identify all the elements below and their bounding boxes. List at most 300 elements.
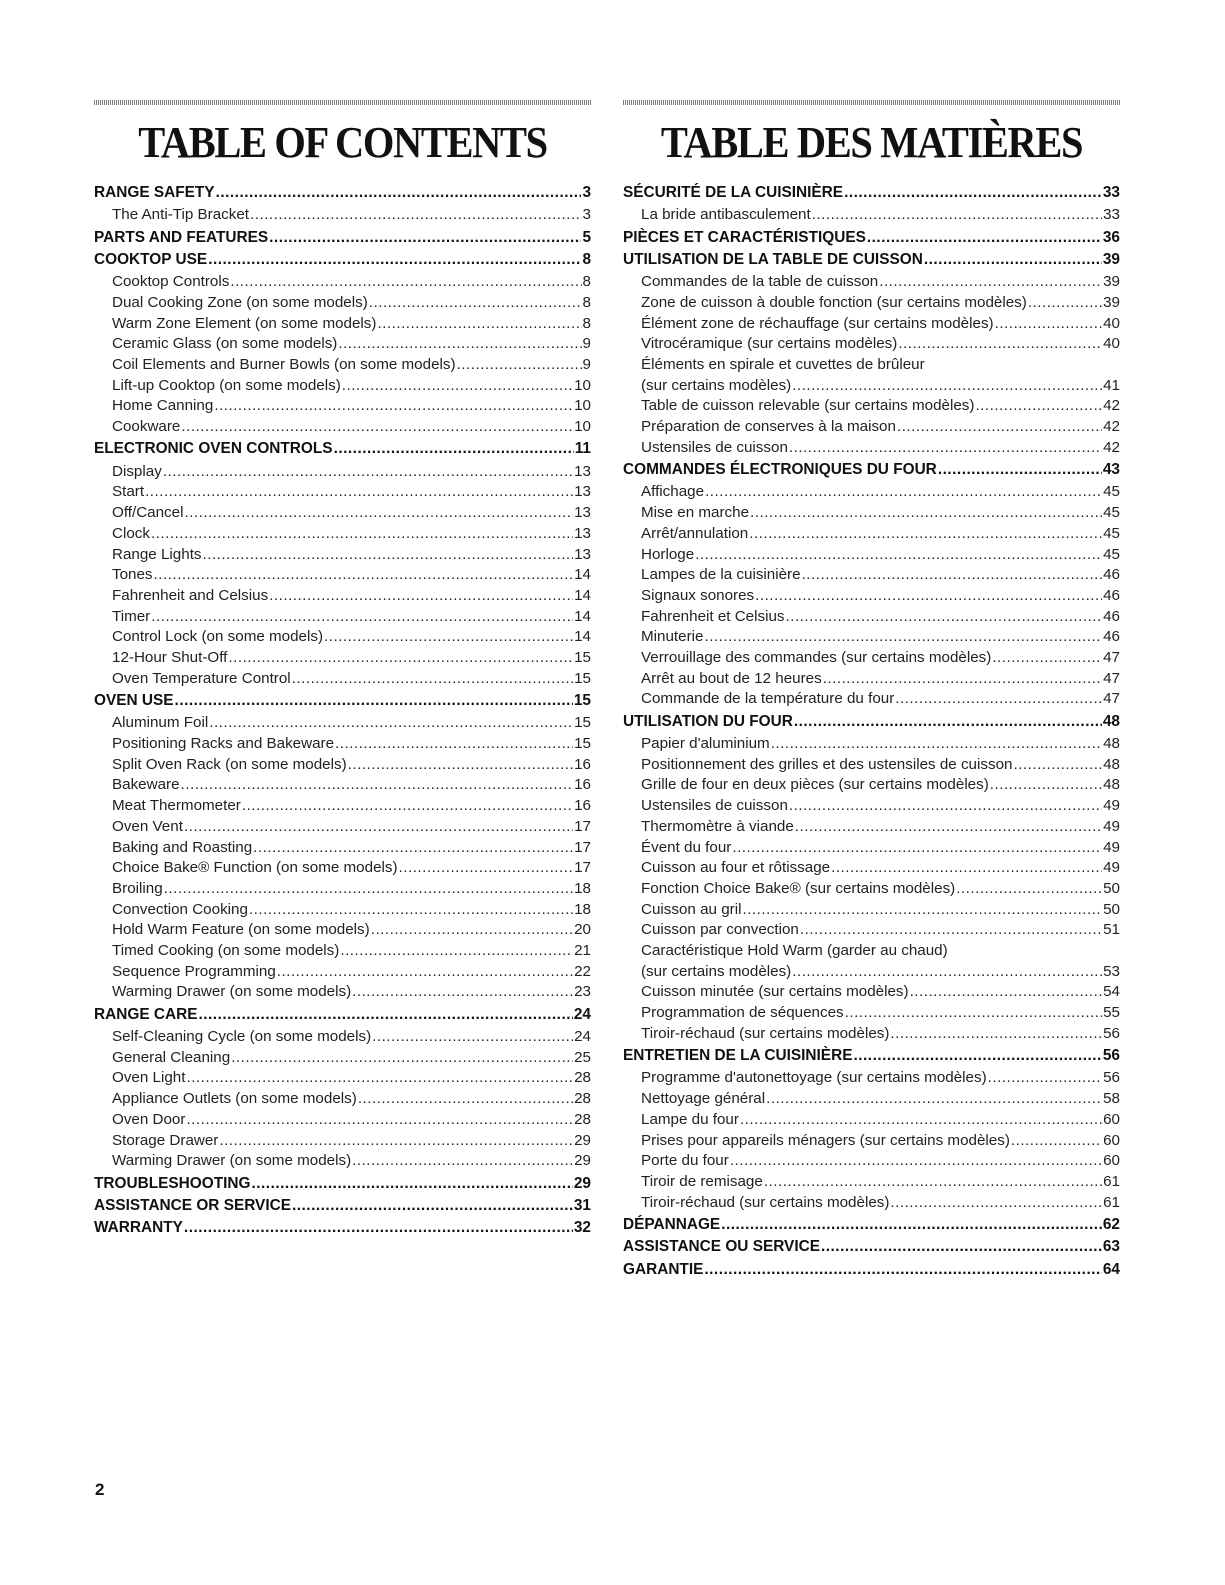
page-title: TABLE OF CONTENTS	[138, 118, 547, 167]
dot-leader	[853, 1046, 1101, 1067]
toc-subsection-entry	[94, 205, 591, 226]
toc-subsection-entry	[623, 334, 1120, 355]
toc-page-number: 60	[1103, 1152, 1120, 1170]
toc-subsection-entry	[623, 396, 1120, 417]
toc-subsection-entry	[94, 417, 591, 438]
toc-entry-title: ELECTRONIC OVEN CONTROLS	[94, 440, 333, 458]
toc-page-number: 43	[1102, 461, 1120, 479]
toc-entry-title: Control Lock (on some models)	[112, 628, 324, 646]
toc-entry-title: COOKTOP USE	[94, 250, 208, 268]
dot-leader	[766, 1089, 1102, 1110]
toc-list	[623, 183, 1120, 1280]
toc-page-number: 51	[1103, 921, 1120, 939]
toc-page-number: 14	[574, 586, 591, 604]
toc-subsection-entry	[623, 900, 1120, 921]
toc-entry-title: Sequence Programming	[112, 962, 276, 980]
toc-entry-title: Ustensiles de cuisson	[641, 438, 788, 456]
toc-page-number: 9	[582, 335, 591, 353]
toc-subsection-entry	[623, 482, 1120, 503]
toc-entry-title: UTILISATION DU FOUR	[623, 712, 793, 730]
dot-leader	[340, 941, 573, 962]
toc-page-number: 50	[1103, 900, 1120, 918]
toc-entry-title: Cuisson minutée (sur certains modèles)	[641, 983, 909, 1001]
toc-entry-title: Meat Thermometer	[112, 797, 241, 815]
dot-leader	[251, 1174, 572, 1195]
dot-leader	[186, 1068, 573, 1089]
toc-subsection-entry	[94, 775, 591, 796]
toc-entry-title: The Anti-Tip Bracket	[112, 206, 250, 224]
toc-page-number: 39	[1103, 293, 1120, 311]
toc-page-number: 14	[574, 628, 591, 646]
toc-entry-title: Caractéristique Hold Warm (garder au chaud)	[641, 942, 948, 960]
toc-entry-title: Baking and Roasting	[112, 838, 253, 856]
dot-leader	[371, 920, 573, 941]
toc-subsection-entry	[94, 314, 591, 335]
dot-leader	[742, 900, 1102, 921]
toc-subsection-entry	[94, 1048, 591, 1069]
toc-subsection-entry	[94, 1110, 591, 1131]
toc-page-number: 29	[574, 1131, 591, 1149]
toc-entry-title: Coil Elements and Burner Bowls (on some models)	[112, 356, 456, 373]
toc-entry-title: Appliance Outlets (on some models)	[112, 1090, 357, 1108]
toc-entry-title: DÉPANNAGE	[623, 1215, 721, 1233]
toc-entry-title: Tiroir-réchaud (sur certains modèles)	[641, 1024, 890, 1042]
toc-page-number: 49	[1103, 797, 1120, 815]
toc-page-number: 36	[1102, 228, 1120, 246]
toc-section-entry	[623, 1237, 1120, 1258]
toc-entry-title: Display	[112, 462, 162, 480]
toc-page-number: 14	[574, 607, 591, 625]
toc-page-number: 45	[1103, 504, 1120, 522]
toc-page-number: 61	[1103, 1193, 1120, 1211]
toc-subsection-entry	[94, 565, 591, 586]
dot-leader	[228, 648, 573, 669]
toc-subsection-entry	[94, 962, 591, 983]
toc-entry-title: Nettoyage général	[641, 1090, 766, 1108]
toc-subsection-entry	[94, 524, 591, 545]
toc-section-entry	[94, 1218, 591, 1239]
toc-entry-title: OVEN USE	[94, 692, 174, 710]
toc-subsection-entry	[94, 755, 591, 776]
toc-subsection-entry	[623, 355, 1120, 396]
dot-leader	[898, 334, 1102, 355]
toc-subsection-entry	[623, 205, 1120, 226]
dot-leader	[348, 755, 573, 776]
toc-subsection-entry	[94, 396, 591, 417]
toc-entry-title: Aluminum Foil	[112, 714, 209, 732]
dot-leader	[844, 183, 1102, 204]
header-rule	[94, 100, 591, 105]
dot-leader	[399, 858, 574, 879]
toc-page-number: 3	[582, 184, 591, 201]
dot-leader	[250, 205, 582, 226]
toc-subsection-entry	[623, 293, 1120, 314]
toc-entry-title: Self-Cleaning Cycle (on some models)	[112, 1028, 372, 1046]
dot-leader	[789, 438, 1102, 459]
dot-leader	[369, 293, 582, 314]
toc-section-entry	[94, 1005, 591, 1026]
toc-page-number: 18	[574, 879, 591, 897]
header-rule	[623, 100, 1120, 105]
toc-page-number: 11	[574, 440, 591, 458]
toc-section-entry	[623, 183, 1120, 204]
toc-subsection-entry	[623, 879, 1120, 900]
dot-leader	[334, 439, 574, 460]
dot-leader	[795, 817, 1102, 838]
toc-entry-title: Prises pour appareils ménagers (sur certains modèles)	[641, 1131, 1010, 1149]
dot-leader	[175, 691, 573, 712]
dot-leader	[324, 627, 573, 648]
toc-page-number: 28	[574, 1110, 591, 1128]
toc-subsection-entry	[623, 775, 1120, 796]
toc-subsection-entry	[623, 1089, 1120, 1110]
toc-subsection-entry	[623, 586, 1120, 607]
dot-leader	[695, 545, 1102, 566]
dot-leader	[277, 962, 573, 983]
toc-entry-title: SÉCURITÉ DE LA CUISINIÈRE	[623, 184, 844, 201]
toc-entry-title: Warming Drawer (on some models)	[112, 983, 352, 1001]
toc-page-number: 31	[573, 1196, 591, 1214]
toc-entry-title: Cuisson par convection	[641, 921, 799, 939]
toc-page-number: 49	[1103, 838, 1120, 856]
dot-leader	[184, 817, 573, 838]
toc-subsection-entry	[94, 838, 591, 859]
dot-leader	[163, 462, 573, 483]
toc-section-entry	[94, 1196, 591, 1217]
dot-leader	[792, 962, 1102, 983]
dot-leader	[789, 796, 1102, 817]
toc-entry-title: Programmation de séquences	[641, 1004, 844, 1022]
toc-page-number: 21	[574, 942, 591, 960]
toc-entry-title: Dual Cooking Zone (on some models)	[112, 293, 368, 311]
toc-page-number: 45	[1103, 483, 1120, 501]
toc-section-entry	[623, 228, 1120, 249]
page-number: 2	[95, 1480, 105, 1499]
toc-entry-title: Zone de cuisson à double fonction (sur certains modèles)	[641, 293, 1027, 311]
toc-subsection-entry	[623, 941, 1120, 982]
toc-entry-title: General Cleaning	[112, 1048, 231, 1066]
toc-section-entry	[94, 1174, 591, 1195]
toc-entry-title: Porte du four	[641, 1152, 729, 1170]
toc-subsection-entry	[94, 669, 591, 690]
toc-subsection-entry	[623, 734, 1120, 755]
toc-subsection-entry	[94, 817, 591, 838]
toc-entry-title: Verrouillage des commandes (sur certains modèles)	[641, 649, 992, 667]
dot-leader	[879, 272, 1102, 293]
toc-page-number: 24	[574, 1028, 591, 1046]
toc-subsection-entry	[623, 858, 1120, 879]
toc-list	[94, 183, 591, 1239]
toc-page-number: 46	[1103, 607, 1120, 625]
dot-leader	[823, 669, 1102, 690]
toc-subsection-entry	[94, 713, 591, 734]
toc-subsection-entry	[94, 734, 591, 755]
dot-leader	[895, 689, 1102, 710]
toc-page-number: 24	[573, 1005, 591, 1023]
toc-entry-title: Thermomètre à viande	[641, 817, 794, 835]
toc-entry-title: GARANTIE	[623, 1260, 704, 1278]
toc-page-number: 42	[1103, 438, 1120, 456]
toc-entry-title: Commandes de la table de cuisson	[641, 273, 879, 291]
toc-entry-title: Cuisson au gril	[641, 900, 742, 918]
dot-leader	[249, 900, 573, 921]
toc-entry-title: Off/Cancel	[112, 504, 184, 522]
toc-entry-title: Élément zone de réchauffage (sur certains modèles)	[641, 314, 994, 332]
toc-page-number: 49	[1103, 817, 1120, 835]
toc-subsection-entry	[623, 1068, 1120, 1089]
toc-subsection-entry	[623, 1131, 1120, 1152]
toc-page-number: 39	[1102, 250, 1120, 268]
dot-leader	[845, 1003, 1102, 1024]
toc-entry-title: Lampes de la cuisinière	[641, 566, 801, 584]
dot-leader	[216, 183, 582, 204]
toc-subsection-entry	[94, 482, 591, 503]
dot-leader	[253, 838, 573, 859]
toc-section-entry	[623, 250, 1120, 271]
toc-page-number: 47	[1103, 649, 1120, 667]
toc-page-number: 8	[582, 314, 591, 332]
toc-entry-title: Minuterie	[641, 628, 704, 646]
toc-page-number: 42	[1103, 397, 1120, 415]
dot-leader	[151, 607, 573, 628]
toc-subsection-entry	[623, 1151, 1120, 1172]
toc-entry-title-continued: (sur certains modèles)	[641, 376, 792, 394]
dot-leader	[372, 1027, 573, 1048]
toc-entry-title: Ceramic Glass (on some models)	[112, 335, 338, 353]
toc-entry-title: Range Lights	[112, 545, 202, 563]
toc-page-number: 56	[1102, 1047, 1120, 1065]
toc-subsection-entry	[623, 817, 1120, 838]
toc-page-number: 45	[1103, 524, 1120, 542]
toc-entry-title: ENTRETIEN DE LA CUISINIÈRE	[623, 1047, 853, 1065]
toc-page-number: 61	[1103, 1172, 1120, 1190]
toc-page-number: 16	[574, 776, 591, 794]
toc-subsection-entry	[623, 627, 1120, 648]
toc-page-number: 15	[574, 649, 591, 667]
dot-leader	[764, 1172, 1102, 1193]
toc-subsection-entry	[94, 545, 591, 566]
toc-page-number: 10	[574, 376, 591, 394]
toc-entry-title: Positionnement des grilles et des ustensiles de cuisson	[641, 755, 1013, 773]
toc-page-number: 48	[1103, 735, 1120, 753]
toc-section-entry	[623, 1260, 1120, 1281]
dot-leader	[335, 734, 573, 755]
toc-entry-title: Bakeware	[112, 776, 180, 794]
toc-subsection-entry	[94, 920, 591, 941]
dot-leader	[990, 775, 1102, 796]
dot-leader	[975, 396, 1102, 417]
dot-leader	[831, 858, 1102, 879]
toc-page-number: 32	[573, 1219, 591, 1237]
dot-leader	[352, 982, 573, 1003]
toc-subsection-entry	[94, 1151, 591, 1172]
toc-subsection-entry	[623, 503, 1120, 524]
toc-page-number: 18	[574, 900, 591, 918]
toc-entry-title: ASSISTANCE OR SERVICE	[94, 1196, 291, 1214]
toc-entry-title-continued: (sur certains modèles)	[641, 962, 792, 980]
dot-leader	[164, 879, 573, 900]
toc-entry-title: Start	[112, 483, 145, 501]
dot-leader	[771, 734, 1102, 755]
dot-leader	[821, 1237, 1102, 1258]
toc-page-number: 33	[1103, 206, 1120, 224]
toc-entry-title: Broiling	[112, 879, 163, 897]
toc-subsection-entry	[623, 524, 1120, 545]
toc-page-number: 9	[582, 356, 591, 373]
toc-page-number: 3	[582, 206, 591, 224]
toc-entry-title: Storage Drawer	[112, 1131, 219, 1149]
toc-subsection-entry	[94, 607, 591, 628]
dot-leader	[1028, 293, 1102, 314]
toc-subsection-entry	[623, 982, 1120, 1003]
dot-leader	[352, 1151, 573, 1172]
toc-entry-title: Fahrenheit and Celsius	[112, 586, 269, 604]
toc-subsection-entry	[623, 755, 1120, 776]
toc-entry-title: Split Oven Rack (on some models)	[112, 755, 347, 773]
dot-leader	[186, 1110, 573, 1131]
toc-entry-title: TROUBLESHOOTING	[94, 1174, 251, 1192]
toc-entry-title: Fahrenheit et Celsius	[641, 607, 785, 625]
toc-entry-title: Arrêt au bout de 12 heures	[641, 669, 822, 687]
toc-entry-title: Fonction Choice Bake® (sur certains modèles)	[641, 879, 956, 897]
toc-entry-title: COMMANDES ÉLECTRONIQUES DU FOUR	[623, 461, 937, 479]
toc-entry-title: RANGE SAFETY	[94, 184, 215, 201]
dot-leader	[750, 503, 1102, 524]
toc-page-number: 58	[1103, 1090, 1120, 1108]
dot-leader	[938, 460, 1102, 481]
toc-entry-title: Tiroir de remisage	[641, 1172, 763, 1190]
toc-page-number: 63	[1102, 1238, 1120, 1256]
toc-section-entry	[623, 712, 1120, 733]
toc-section-entry	[94, 691, 591, 712]
toc-entry-title: Horloge	[641, 545, 695, 563]
toc-page-number: 29	[574, 1152, 591, 1170]
toc-entry-title: Hold Warm Feature (on some models)	[112, 921, 370, 939]
toc-entry-title: Mise en marche	[641, 504, 750, 522]
toc-subsection-entry	[94, 982, 591, 1003]
toc-page-number: 60	[1103, 1110, 1120, 1128]
toc-subsection-entry	[94, 1027, 591, 1048]
dot-leader	[154, 565, 574, 586]
toc-subsection-entry	[623, 838, 1120, 859]
dot-leader	[924, 250, 1102, 271]
toc-page-number: 40	[1103, 335, 1120, 353]
toc-page-number: 17	[574, 838, 591, 856]
dot-leader	[890, 1024, 1102, 1045]
toc-entry-title: Cooktop Controls	[112, 273, 230, 291]
toc-page-number: 40	[1103, 314, 1120, 332]
dot-leader	[292, 669, 573, 690]
toc-entry-title: PARTS AND FEATURES	[94, 228, 269, 246]
toc-page-number: 47	[1103, 690, 1120, 708]
dot-leader	[704, 1260, 1102, 1281]
toc-page-number: 33	[1102, 184, 1120, 201]
toc-page-number: 28	[574, 1069, 591, 1087]
dot-leader	[812, 205, 1102, 226]
toc-page-number: 23	[574, 983, 591, 1001]
toc-page-number: 56	[1103, 1024, 1120, 1042]
toc-entry-title: La bride antibasculement	[641, 206, 811, 224]
toc-page-number: 64	[1102, 1260, 1120, 1278]
toc-entry-title: ASSISTANCE OU SERVICE	[623, 1238, 820, 1256]
dot-leader	[208, 250, 581, 271]
toc-page-number: 15	[574, 735, 591, 753]
toc-entry-title: Convection Cooking	[112, 900, 248, 918]
toc-page-number: 17	[574, 859, 591, 877]
toc-subsection-entry	[623, 1024, 1120, 1045]
toc-entry-title: WARRANTY	[94, 1219, 183, 1237]
toc-section-entry	[94, 183, 591, 204]
dot-leader	[342, 376, 573, 397]
dot-leader	[755, 586, 1102, 607]
toc-page-number: 60	[1103, 1131, 1120, 1149]
dot-leader	[209, 713, 573, 734]
dot-leader	[995, 314, 1102, 335]
toc-page-number: 48	[1103, 755, 1120, 773]
toc-entry-title: Timed Cooking (on some models)	[112, 942, 340, 960]
toc-entry-title: PIÈCES ET CARACTÉRISTIQUES	[623, 228, 866, 246]
toc-entry-title: Éléments en spirale et cuvettes de brûleur	[641, 356, 925, 373]
toc-section-entry	[94, 228, 591, 249]
toc-subsection-entry	[623, 314, 1120, 335]
toc-page-number: 42	[1103, 418, 1120, 436]
toc-subsection-entry	[94, 376, 591, 397]
toc-subsection-entry	[94, 334, 591, 355]
toc-entry-title: Tiroir-réchaud (sur certains modèles)	[641, 1193, 890, 1211]
toc-page-number: 53	[1103, 962, 1120, 980]
toc-entry-title: Timer	[112, 607, 151, 625]
toc-subsection-entry	[94, 648, 591, 669]
dot-leader	[184, 503, 573, 524]
toc-entry-title: Home Canning	[112, 397, 214, 415]
toc-page-number: 50	[1103, 879, 1120, 897]
toc-subsection-entry	[94, 462, 591, 483]
toc-page-number: 15	[573, 692, 591, 710]
dot-leader	[732, 838, 1102, 859]
dot-leader	[184, 1218, 573, 1239]
dot-leader	[730, 1151, 1102, 1172]
toc-subsection-entry	[623, 438, 1120, 459]
toc-subsection-entry	[623, 689, 1120, 710]
toc-page-number: 5	[582, 228, 591, 246]
dot-leader	[203, 545, 574, 566]
toc-entry-title: Choice Bake® Function (on some models)	[112, 859, 398, 877]
toc-entry-title: Lampe du four	[641, 1110, 739, 1128]
toc-subsection-entry	[623, 1193, 1120, 1214]
toc-subsection-entry	[94, 586, 591, 607]
dot-leader	[377, 314, 581, 335]
toc-page-number: 47	[1103, 669, 1120, 687]
toc-page-number: 48	[1102, 712, 1120, 730]
dot-leader	[992, 648, 1102, 669]
toc-section-entry	[94, 439, 591, 460]
toc-page-number: 13	[574, 524, 591, 542]
dot-leader	[292, 1196, 573, 1217]
toc-subsection-entry	[94, 355, 591, 376]
toc-entry-title: Vitrocéramique (sur certains modèles)	[641, 335, 898, 353]
dot-leader	[181, 775, 574, 796]
dot-leader	[910, 982, 1103, 1003]
toc-page-number: 25	[574, 1048, 591, 1066]
dot-leader	[786, 607, 1103, 628]
dot-leader	[956, 879, 1102, 900]
toc-page-number: 8	[582, 293, 591, 311]
toc-entry-title: Clock	[112, 524, 150, 542]
dot-leader	[338, 334, 581, 355]
toc-page-number: 16	[574, 755, 591, 773]
toc-page-number: 55	[1103, 1004, 1120, 1022]
toc-subsection-entry	[94, 858, 591, 879]
